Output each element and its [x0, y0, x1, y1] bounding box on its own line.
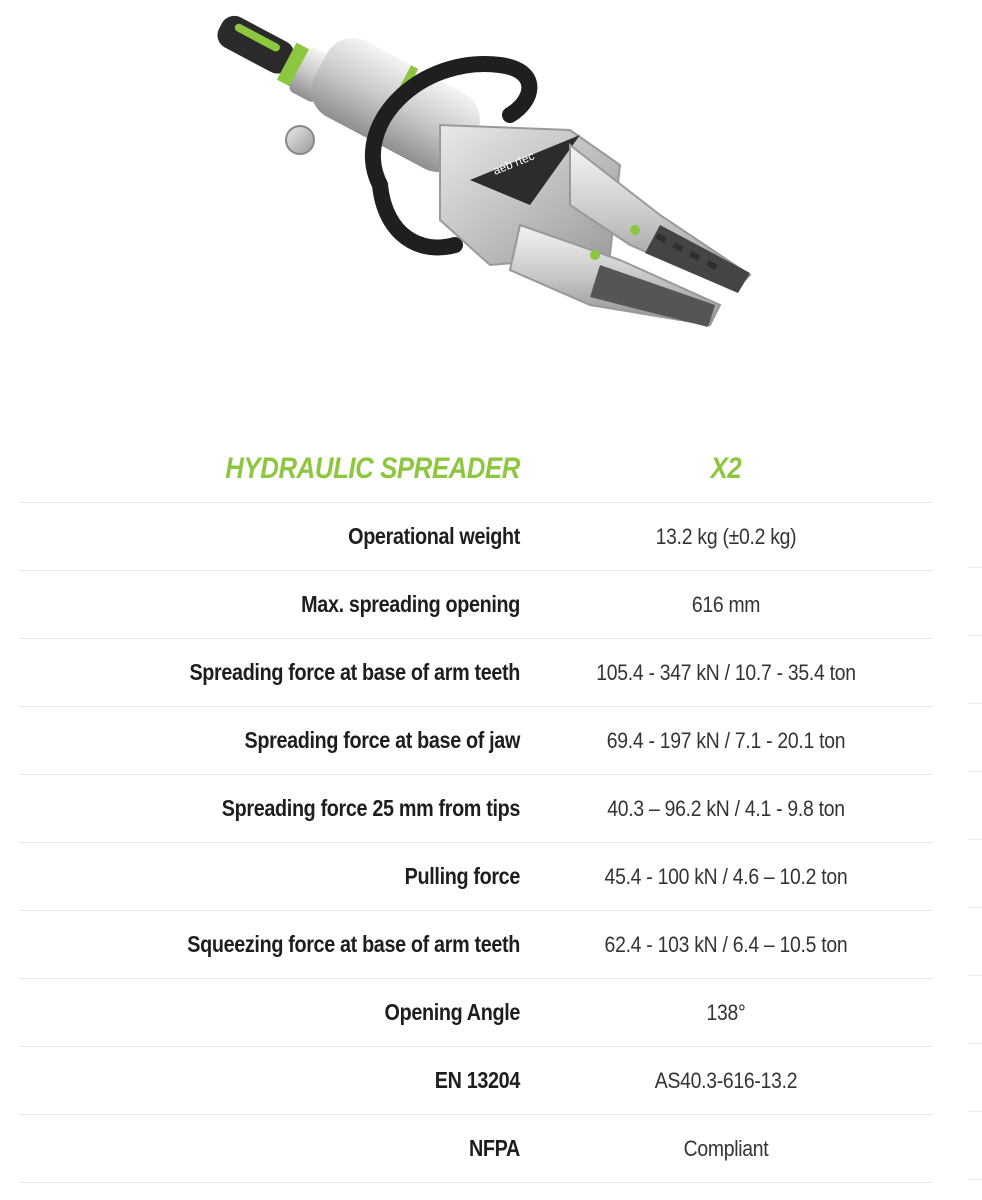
divider	[968, 840, 982, 908]
brand-logo: aeb rtec	[490, 148, 537, 178]
divider	[968, 976, 982, 1044]
divider	[968, 772, 982, 840]
spec-value: 62.4 - 103 kN / 6.4 – 10.5 ton	[604, 931, 848, 957]
spec-label: Spreading force 25 mm from tips	[221, 795, 521, 821]
divider	[968, 704, 982, 772]
table-row	[20, 979, 932, 1047]
hydraulic-spreader-image	[190, 5, 790, 350]
divider	[968, 568, 982, 636]
spec-value: 13.2 kg (±0.2 kg)	[655, 523, 797, 549]
table-row	[20, 571, 932, 639]
spec-value: 616 mm	[691, 591, 761, 617]
table-row	[20, 503, 932, 571]
spec-value: 105.4 - 347 kN / 10.7 - 35.4 ton	[596, 659, 856, 685]
spec-table	[20, 436, 932, 1183]
spec-value: Compliant	[683, 1135, 769, 1161]
table-row	[20, 1047, 932, 1115]
table-row	[20, 707, 932, 775]
spec-label: Max. spreading opening	[301, 591, 520, 617]
table-row	[20, 1115, 932, 1183]
divider	[968, 500, 982, 568]
spec-label: Pulling force	[404, 863, 520, 889]
divider	[968, 1112, 982, 1180]
table-edge-lines	[968, 500, 982, 1180]
model-name: X2	[710, 452, 742, 485]
divider	[968, 1044, 982, 1112]
spec-value: 69.4 - 197 kN / 7.1 - 20.1 ton	[606, 727, 846, 753]
table-row	[20, 775, 932, 843]
table-title: HYDRAULIC SPREADER	[225, 452, 520, 485]
divider	[968, 908, 982, 976]
table-row	[20, 639, 932, 707]
table-row	[20, 911, 932, 979]
spec-value: 45.4 - 100 kN / 4.6 – 10.2 ton	[604, 863, 848, 889]
spec-value: 40.3 – 96.2 kN / 4.1 - 9.8 ton	[607, 795, 845, 821]
table-row	[20, 843, 932, 911]
spec-label: NFPA	[468, 1135, 520, 1161]
spec-label: Opening Angle	[384, 999, 520, 1025]
spec-value: 138°	[706, 999, 746, 1025]
spec-label: EN 13204	[434, 1067, 520, 1093]
divider	[968, 636, 982, 704]
spec-table-header	[20, 436, 932, 503]
spec-label: Spreading force at base of jaw	[244, 727, 520, 753]
spec-value: AS40.3-616-13.2	[654, 1067, 798, 1093]
spec-label: Spreading force at base of arm teeth	[189, 659, 520, 685]
spec-label: Squeezing force at base of arm teeth	[187, 931, 520, 957]
spec-label: Operational weight	[348, 523, 520, 549]
